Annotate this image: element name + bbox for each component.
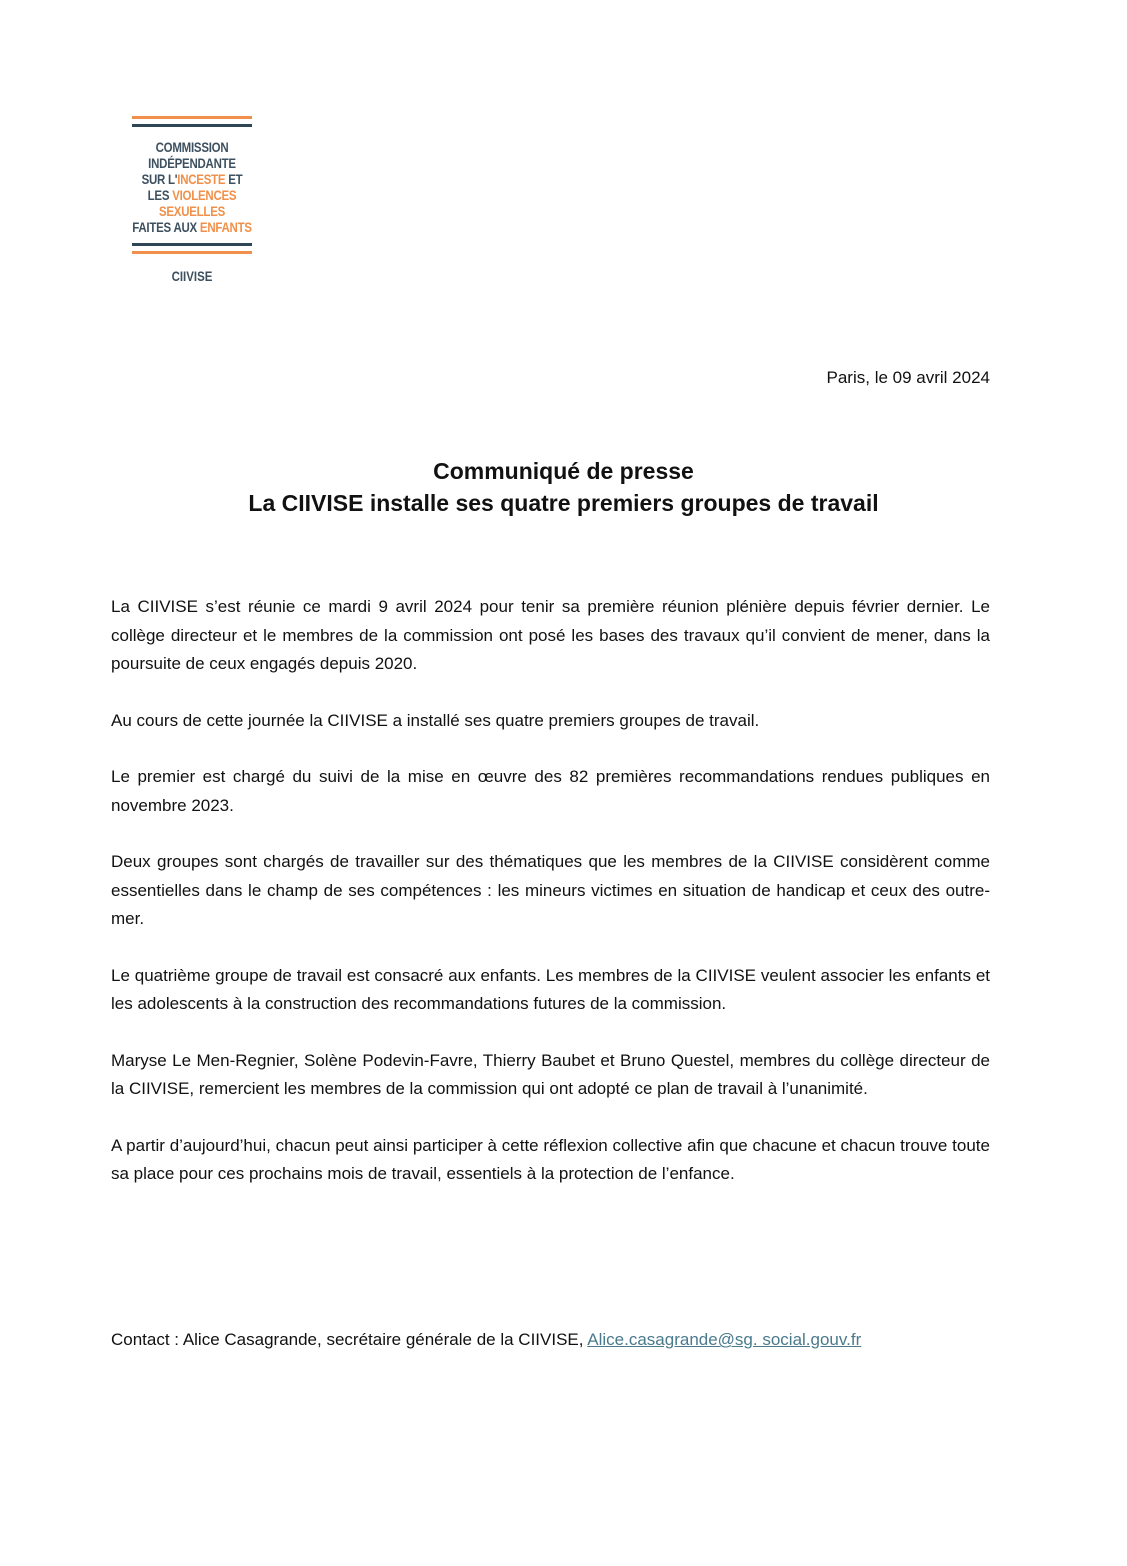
logo-line [130, 219, 255, 235]
contact-label: Contact : Alice Casagrande, secrétaire générale de la CIIVISE, [111, 1330, 588, 1349]
logo-segment: SUR L' [141, 171, 178, 187]
logo-line [130, 203, 255, 219]
ciivise-logo [130, 116, 254, 284]
logo-acronym: CIIVISE [171, 268, 213, 284]
paragraph: Maryse Le Men-Regnier, Solène Podevin-Favre, Thierry Baubet et Bruno Questel, membres du collège directeur de la CIIVISE, remercient les membres de la commission qui ont adopté ce plan de travail à l’unanimité. [111, 1050, 990, 1098]
paragraph: Le quatrième groupe de travail est consacré aux enfants. Les membres de la CIIVISE veulent associer les enfants et les adolescents à la construction des recommandations futures de la commission. [111, 965, 990, 1013]
logo-segment: SEXUELLES [158, 203, 226, 219]
logo-rule-navy-bottom [132, 243, 252, 246]
paragraph: La CIIVISE s’est réunie ce mardi 9 avril 2024 pour tenir sa première réunion plénière depuis février dernier. Le collège directeur et le membres de la commission ont posé les bases des travaux qu’il convient de mener, dans la poursuite de ceux engagés depuis 2020. [111, 597, 990, 673]
document-body [111, 593, 990, 1217]
logo-line [130, 187, 255, 203]
title-line-2: La CIIVISE installe ses quatre premiers groupes de travail [248, 490, 879, 516]
logo-segment: VIOLENCES [172, 187, 237, 203]
document-title [0, 455, 1127, 519]
document-date: Paris, le 09 avril 2024 [826, 368, 990, 387]
paragraph: A partir d’aujourd’hui, chacun peut ainsi participer à cette réflexion collective afin que chacune et chacun trouve toute sa place pour ces prochains mois de travail, essentiels à la protection de l’enfance. [111, 1135, 990, 1183]
logo-text [130, 139, 255, 235]
logo-rule-navy [132, 124, 252, 127]
contact-email-link[interactable]: Alice.casagrande@sg. social.gouv.fr [587, 1330, 862, 1349]
logo-segment: ET [225, 171, 243, 187]
logo-line [130, 139, 255, 155]
paragraph: Au cours de cette journée la CIIVISE a installé ses quatre premiers groupes de travail. [111, 710, 760, 730]
logo-segment: COMMISSION [155, 139, 229, 155]
paragraph: Deux groupes sont chargés de travailler sur des thématiques que les membres de la CIIVISE considèrent comme essentielles dans le champ de ses compétences : les mineurs victimes en situation de handicap et ceux des outre-mer. [111, 852, 990, 928]
title-line-1: Communiqué de presse [433, 458, 694, 484]
paragraph: Le premier est chargé du suivi de la mise en œuvre des 82 premières recommandations rendues publiques en novembre 2023. [111, 767, 990, 815]
logo-rule-orange [132, 116, 252, 119]
logo-line [130, 171, 255, 187]
contact-line [111, 1330, 861, 1350]
logo-segment: INCESTE [177, 171, 226, 187]
logo-segment: LES [147, 187, 173, 203]
logo-segment: INDÉPENDANTE [148, 155, 236, 171]
logo-segment: FAITES AUX [132, 219, 200, 235]
logo-rule-orange-bottom [132, 251, 252, 254]
logo-line [130, 155, 255, 171]
logo-segment: ENFANTS [199, 219, 252, 235]
